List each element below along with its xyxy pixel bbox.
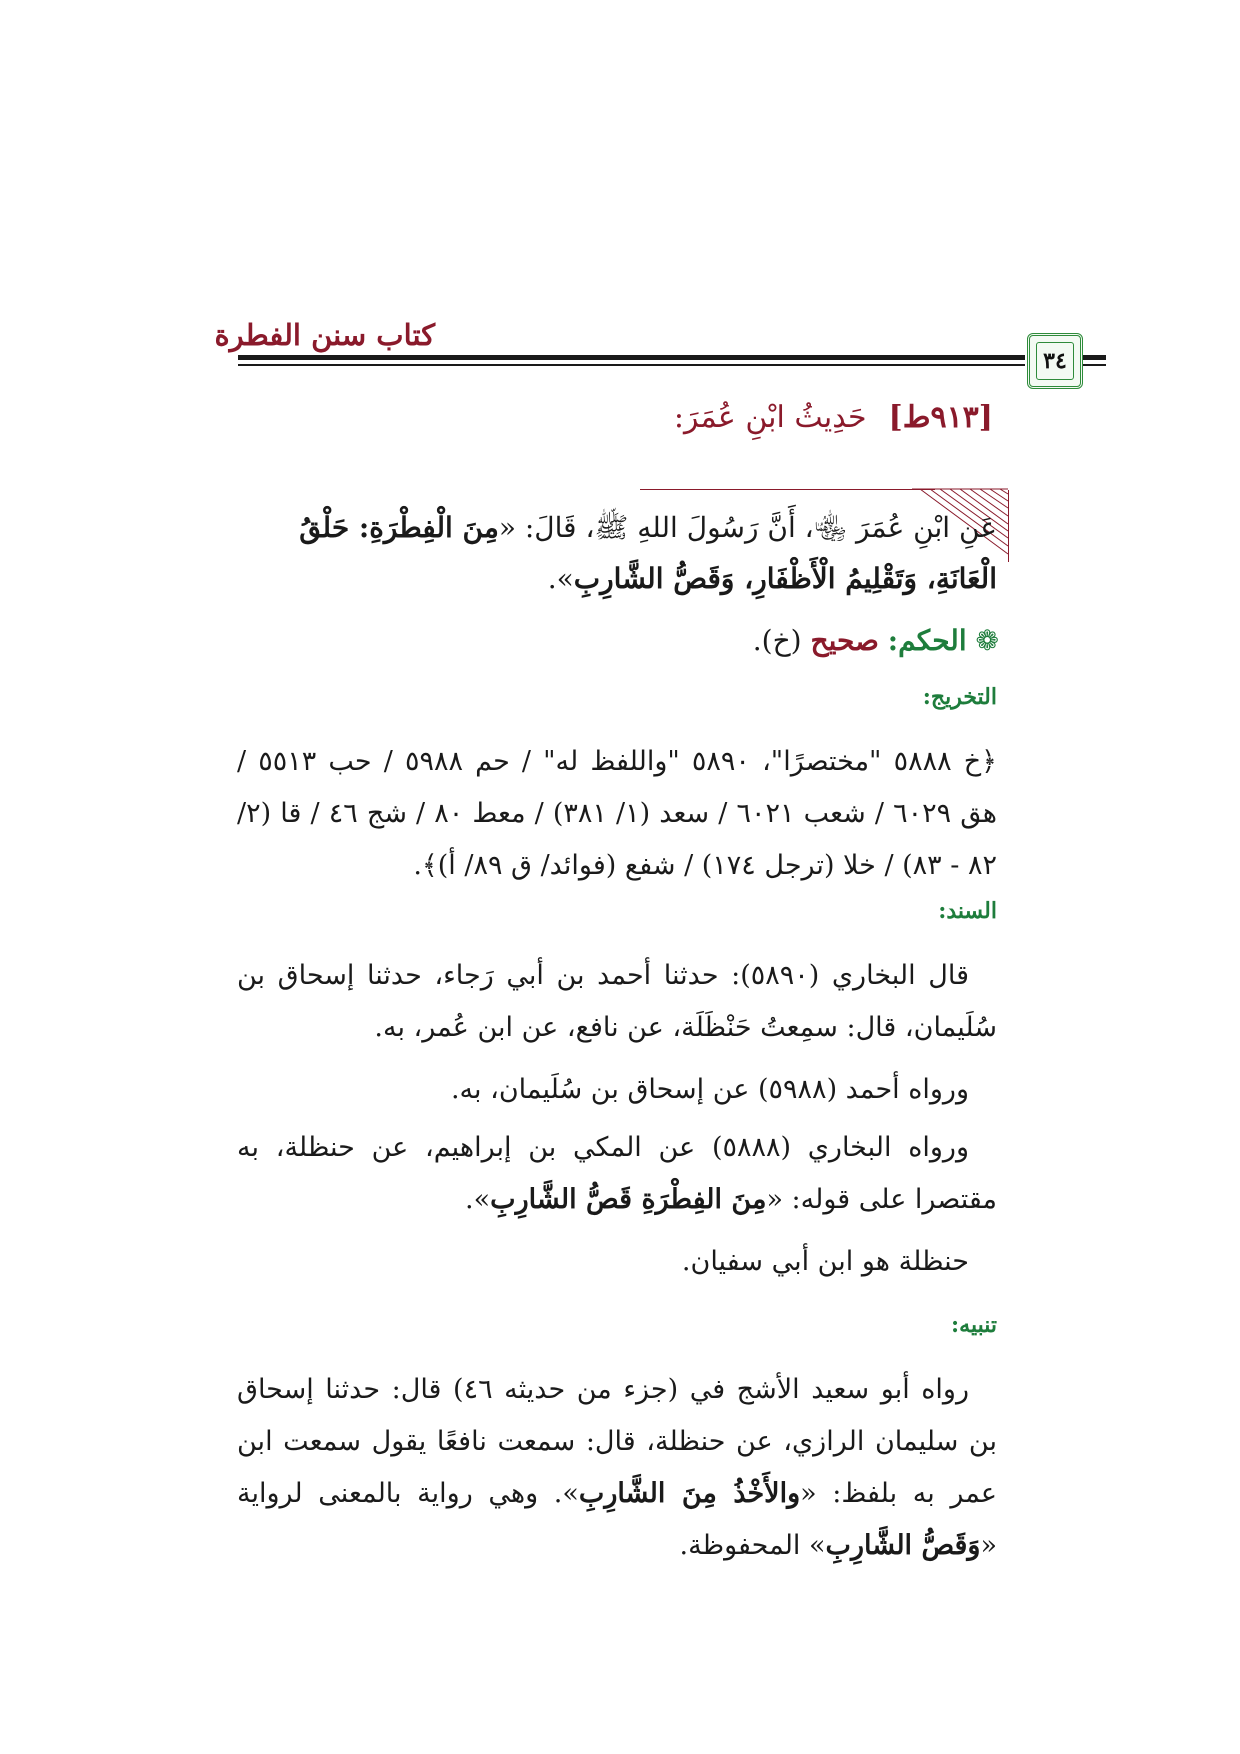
page-number: ٣٤ xyxy=(1043,348,1067,374)
header-rule-thin xyxy=(238,364,1025,366)
sanad-p3-bold: مِنَ الفِطْرَةِ قَصُّ الشَّارِبِ xyxy=(490,1184,767,1215)
hadith-end: ». xyxy=(547,562,574,595)
header-rule xyxy=(238,355,1025,360)
tanbih-bold-2: وَقَصُّ الشَّارِبِ xyxy=(825,1530,981,1561)
hadith-isnad: عَنِ ابْنِ عُمَرَ ﵄، أَنَّ رَسُولَ اللهِ ﷺ، قَالَ: « xyxy=(498,511,997,544)
flower-icon: ❁ xyxy=(975,624,999,657)
takhrij-label: التخريج: xyxy=(922,684,997,710)
header-rule-right xyxy=(1080,355,1106,360)
sanad-p3-end: ». xyxy=(465,1184,491,1215)
hadith-title: حَدِيثُ ابْنِ عُمَرَ: xyxy=(673,400,867,435)
tanbih-start: رواه أبو سعيد الأشج في (جزء من حديثه ٤٦) قال: حدثنا إسحاق بن سليمان الرازي، عن حنظلة، قال: سمعت نافعًا يقول سمعت ابن عمر به بلفظ: « xyxy=(237,1374,997,1509)
hadith-matn: مِنَ الْفِطْرَةِ: حَلْقُ الْعَانَةِ، وَتَقْلِيمُ الْأَظْفَارِ، وَقَصُّ الشَّارِبِ xyxy=(299,511,997,595)
sanad-label: السند: xyxy=(938,898,997,924)
takhrij-text: ﴿خ ٥٨٨٨ "مختصرًا"، ٥٨٩٠ "واللفظ له" / حم ٥٩٨٨ / حب ٥٥١٣ / هق ٦٠٢٩ / شعب ٦٠٢١ / سعد (١/ ٣٨١) / معط ٨٠ / شج ٤٦ / قا (٢/ ٨٢ - ٨٣) / خلا (ترجل ١٧٤) / شفع (فوائد/ ق ٨٩/ أ)﴾. xyxy=(237,746,998,881)
sanad-paragraph-1: قال البخاري (٥٨٩٠): حدثنا أحمد بن أبي رَجاء، حدثنا إسحاق بن سُلَيمان، قال: سمِعتُ حَنْظَلَة، عن نافع، عن ابن عُمر، به. xyxy=(237,960,997,1043)
header-rule-right-thin xyxy=(1080,364,1106,366)
hukm-rest: (خ). xyxy=(752,624,802,657)
sanad-p3-start: ورواه البخاري (٥٨٨٨) عن المكي بن إبراهيم، عن حنظلة، به مقتصرا على قوله: « xyxy=(237,1132,997,1215)
sanad-paragraph-4: حنظلة هو ابن أبي سفيان. xyxy=(681,1246,969,1277)
hadith-number: [٩١٣ط] xyxy=(888,400,993,435)
page-number-badge xyxy=(1027,333,1083,389)
hukm-line xyxy=(753,624,999,657)
tanbih-paragraph xyxy=(237,1364,997,1572)
hukm-value: صحيح xyxy=(810,624,879,657)
ornament-vertical-line xyxy=(1008,490,1009,562)
sanad-paragraph-3 xyxy=(237,1122,997,1226)
hukm-label: الحكم: xyxy=(887,624,967,657)
ornament-line xyxy=(640,489,935,490)
tanbih-bold-1: والأَخْذُ مِنَ الشَّارِبِ xyxy=(578,1478,801,1509)
hadith-text xyxy=(237,502,997,604)
hadith-heading xyxy=(674,400,993,435)
tanbih-end: » المحفوظة. xyxy=(679,1530,826,1561)
book-title: كتاب سنن الفطرة xyxy=(214,318,435,352)
tanbih-label: تنبيه: xyxy=(951,1312,997,1338)
tanbih-mid: ». وهي رواية بالمعنى لرواية « xyxy=(237,1478,997,1561)
sanad-paragraph-2: ورواه أحمد (٥٩٨٨) عن إسحاق بن سُلَيمان، به. xyxy=(450,1074,969,1105)
